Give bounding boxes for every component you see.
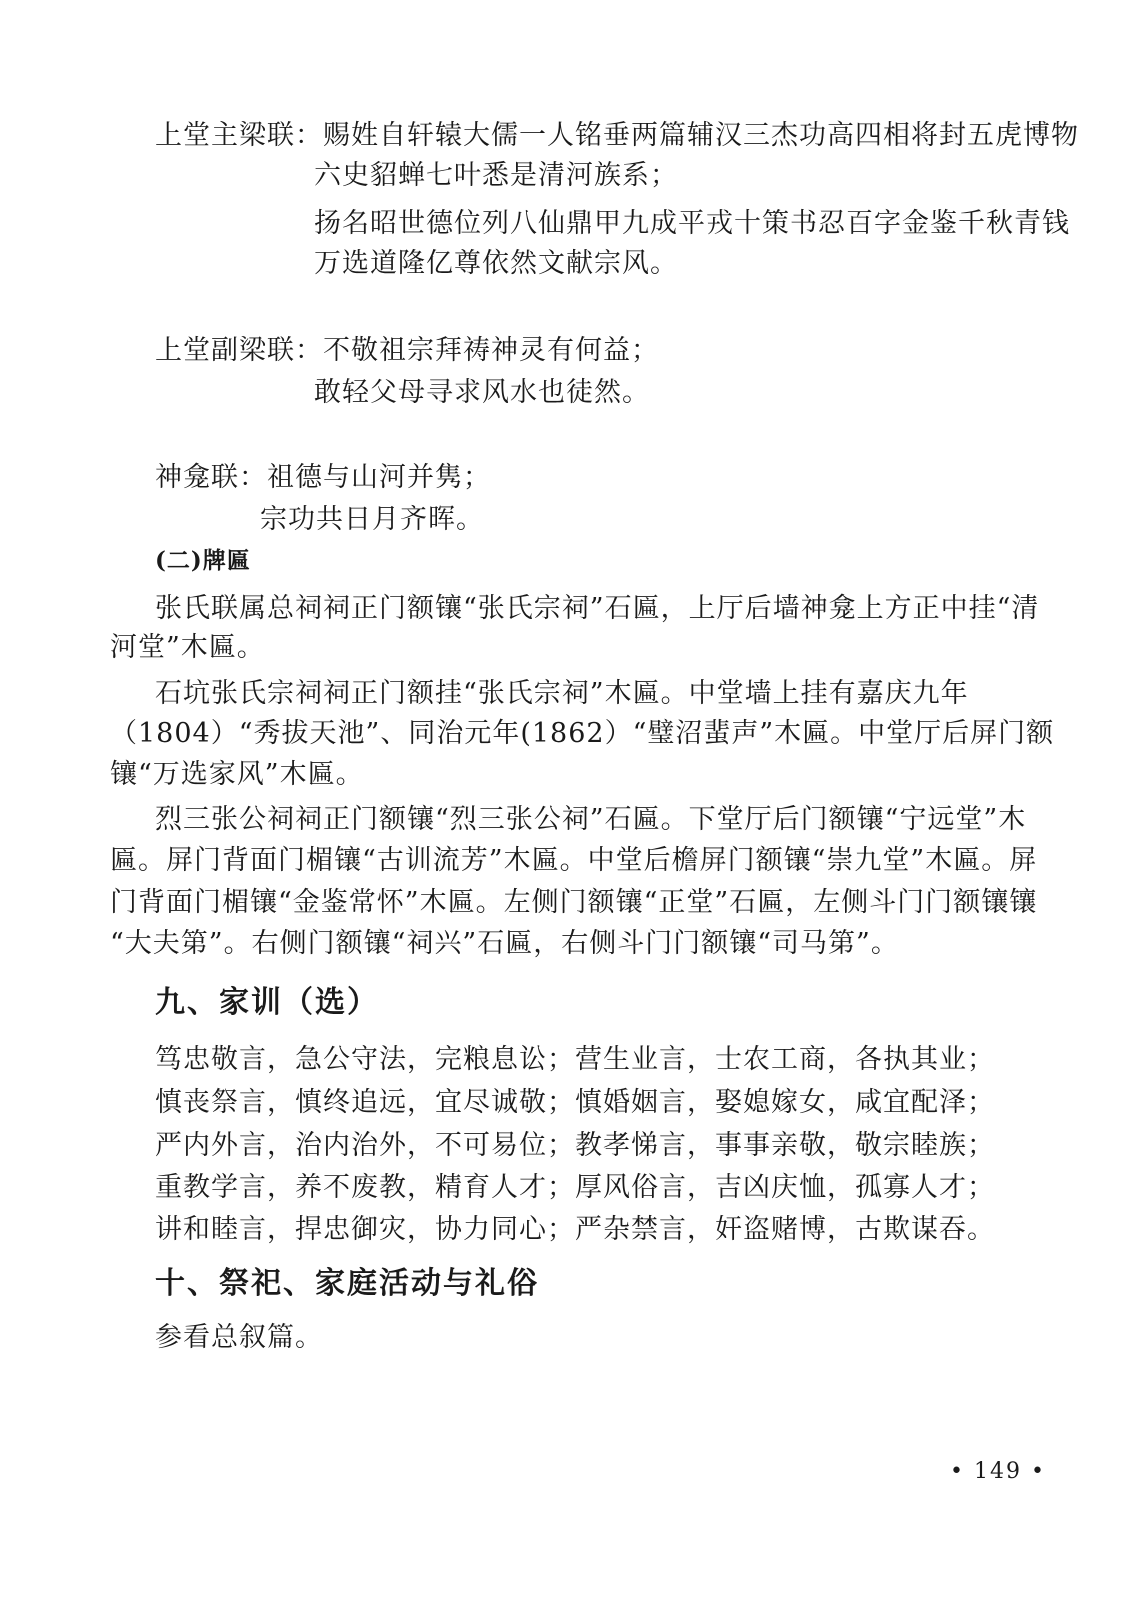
main-beam-couplet-label: 上堂主梁联： — [155, 120, 323, 151]
plaques-line-1: 张氏联属总祠祠正门额镶“张氏宗祠”石匾，上厅后墙神龛上方正中挂“清 — [155, 593, 1040, 624]
plaques-line-6: 烈三张公祠祠正门额镶“烈三张公祠”石匾。下堂厅后门额镶“宁远堂”木 — [155, 804, 1027, 835]
family-rules-line-2: 慎丧祭言，慎终追远，宜尽诚敬；慎婚姻言，娶媳嫁女，咸宜配泽； — [155, 1087, 995, 1118]
main-beam-couplet-line-1 — [155, 118, 1079, 154]
main-beam-couplet-text: 赐姓自轩辕大儒一人铭垂两篇辅汉三杰功高四相将封五虎博物 — [323, 120, 1079, 151]
shrine-couplet-label: 神龛联： — [155, 462, 267, 493]
shrine-couplet-text: 祖德与山河并隽； — [267, 462, 491, 493]
family-rules-line-4: 重教学言，养不废教，精育人才；厚风俗言，吉凶庆恤，孤寡人才； — [155, 1172, 995, 1203]
plaques-line-5: 镶“万选家风”木匾。 — [110, 759, 364, 790]
plaques-line-9: “大夫第”。右侧门额镶“祠兴”石匾，右侧斗门门额镶“司马第”。 — [110, 928, 899, 959]
plaques-subheading: (二)牌匾 — [155, 547, 251, 574]
main-beam-couplet-line-3: 扬名昭世德位列八仙鼎甲九成平戎十策书忍百字金鉴千秋青钱 — [314, 208, 1070, 239]
family-rules-line-1: 笃忠敬言，急公守法，完粮息讼；营生业言，士农工商，各执其业； — [155, 1044, 995, 1075]
family-rules-line-3: 严内外言，治内治外，不可易位；教孝悌言，事事亲敬，敬宗睦族； — [155, 1130, 995, 1161]
vice-beam-couplet-text: 不敬祖宗拜祷神灵有何益； — [323, 335, 659, 366]
plaques-line-7: 匾。屏门背面门楣镶“古训流芳”木匾。中堂后檐屏门额镶“崇九堂”木匾。屏 — [110, 845, 1038, 876]
shrine-couplet-line-2: 宗功共日月齐晖。 — [260, 504, 484, 535]
family-rules-heading: 九、家训（选） — [155, 985, 379, 1020]
vice-beam-couplet-label: 上堂副梁联： — [155, 335, 323, 366]
rituals-text: 参看总叙篇。 — [155, 1322, 323, 1353]
page-number: • 149 • — [950, 1459, 1046, 1484]
plaques-line-3: 石坑张氏宗祠祠正门额挂“张氏宗祠”木匾。中堂墙上挂有嘉庆九年 — [155, 678, 969, 709]
plaques-line-4: （1804）“秀拔天池”、同治元年(1862）“璧沼蜚声”木匾。中堂厅后屏门额 — [110, 718, 1055, 749]
vice-beam-couplet-line-1 — [155, 333, 659, 369]
vice-beam-couplet-line-2: 敢轻父母寻求风水也徒然。 — [314, 377, 650, 408]
main-beam-couplet-line-4: 万选道隆亿尊依然文献宗风。 — [314, 248, 678, 279]
shrine-couplet-line-1 — [155, 460, 491, 496]
main-beam-couplet-line-2: 六史貂蝉七叶悉是清河族系； — [314, 160, 678, 191]
rituals-heading: 十、祭祀、家庭活动与礼俗 — [155, 1266, 539, 1301]
plaques-line-2: 河堂”木匾。 — [110, 632, 265, 663]
plaques-line-8: 门背面门楣镶“金鉴常怀”木匾。左侧门额镶“正堂”石匾，左侧斗门门额镶镶 — [110, 887, 1038, 918]
family-rules-line-5: 讲和睦言，捍忠御灾，协力同心；严杂禁言，奸盗赌博，古欺谋吞。 — [155, 1214, 995, 1245]
